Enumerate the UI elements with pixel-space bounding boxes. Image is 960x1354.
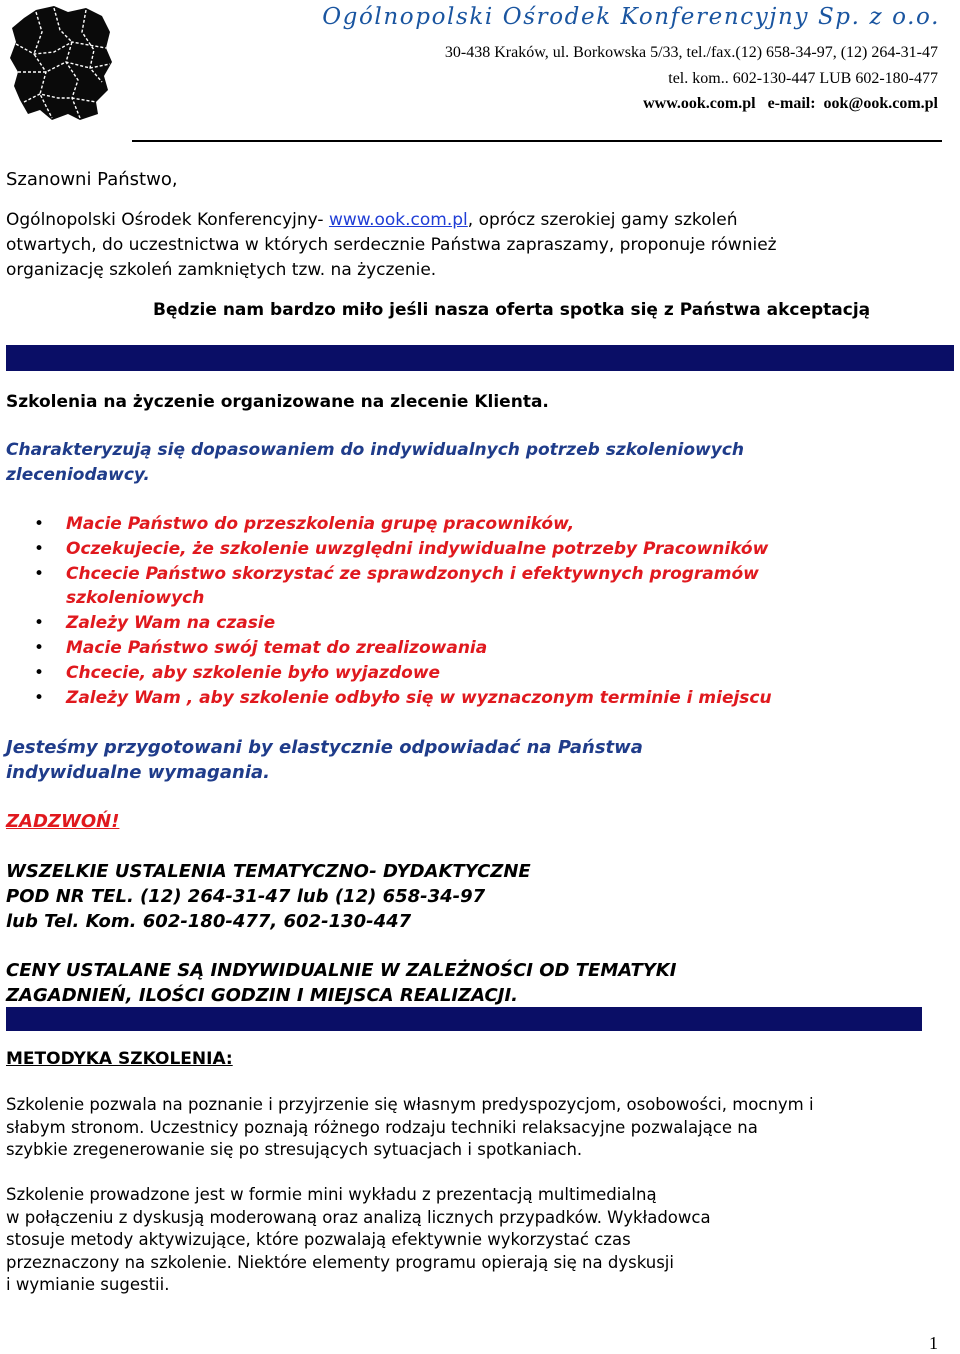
prices-line-1: CENY USTALANE SĄ INDYWIDUALNIE W ZALEŻNOŚCI OD TEMATYKI xyxy=(6,960,677,981)
prices-line-2: ZAGADNIEŃ, ILOŚCI GODZIN I MIEJSCA REALIZACJI. xyxy=(6,985,518,1006)
list-item: • Oczekujecie, że szkolenie uwzględni indywidualne potrzeby Pracowników xyxy=(0,537,772,562)
intro-text-a: Ogólnopolski Ośrodek Konferencyjny- xyxy=(6,210,329,230)
website-link[interactable]: www.ook.com.pl xyxy=(328,210,468,230)
company-name: Ogólnopolski Ośrodek Konferencyjny Sp. z o.o. xyxy=(322,4,940,30)
company-web-email: www.ook.com.pl e-mail: ook@ook.com.pl xyxy=(643,95,938,112)
section-heading: Szkolenia na życzenie organizowane na zlecenie Klienta. xyxy=(6,392,549,412)
list-item: • Zależy Wam , aby szkolenie odbyło się w wyznaczonym terminie i miejscu xyxy=(0,686,772,711)
arrangements-line-2: POD NR TEL. (12) 264-31-47 lub (12) 658-34-97 xyxy=(6,886,486,907)
list-item: • Macie Państwo do przeszkolenia grupę pracowników, xyxy=(0,512,772,537)
bullet-icon: • xyxy=(34,514,45,534)
bullet-icon: • xyxy=(34,613,45,634)
section-bar-bottom xyxy=(6,1007,922,1031)
ready-line-1: Jesteśmy przygotowani by elastycznie odpowiadać na Państwa xyxy=(6,737,643,758)
closing-hope: Będzie nam bardzo miło jeśli nasza oferta spotka się z Państwa akceptacją xyxy=(153,300,871,320)
bullet-icon: • xyxy=(34,538,45,559)
arrangements-line-3: lub Tel. Kom. 602-180-477, 602-130-447 xyxy=(6,911,412,932)
bullet-icon: • xyxy=(34,563,45,584)
bullet-icon: • xyxy=(34,662,45,683)
intro-text-b: , oprócz szerokiej gamy szkoleń xyxy=(467,210,738,230)
bullet-icon: • xyxy=(34,687,45,708)
list-item: • Macie Państwo swój temat do zrealizowania xyxy=(0,636,772,661)
poland-map-logo xyxy=(6,2,116,124)
list-item: • Chcecie Państwo skorzystać ze sprawdzonych i efektywnych programów xyxy=(0,562,772,587)
characteristic-line-1: Charakteryzują się dopasowaniem do indywidualnych potrzeb szkoleniowych xyxy=(6,440,745,460)
intro-line-2: otwartych, do uczestnictwa w których serdecznie Państwa zapraszamy, proponuje również xyxy=(6,235,777,255)
list-item-continuation: szkoleniowych xyxy=(66,588,205,609)
arrangements-line-1: WSZELKIE USTALENIA TEMATYCZNO- DYDAKTYCZNE xyxy=(6,861,531,882)
call-to-action: ZADZWOŃ! xyxy=(6,811,120,832)
methodology-paragraph-2: Szkolenie prowadzone jest w formie mini wykładu z prezentacją multimedialną w połączeniu z dyskusją moderowaną oraz analizą licznych przypadków. Wykładowca stosuje metody aktywizujące, które pozwalają efektywnie wykorzystać czas przeznaczony na szkolenie. Niektóre elementy programu opierają się na dyskusji i wymianie sugestii. xyxy=(6,1185,711,1294)
ready-line-2: indywidualne wymagania. xyxy=(6,762,270,783)
company-address: 30-438 Kraków, ul. Borkowska 5/33, tel./fax.(12) 658-34-97, (12) 264-31-47 xyxy=(444,44,938,61)
page-number: 1 xyxy=(929,1333,938,1353)
section-bar-top xyxy=(6,345,954,371)
bullet-icon: • xyxy=(34,637,45,658)
methodology-heading: METODYKA SZKOLENIA: xyxy=(6,1049,233,1069)
greeting: Szanowni Państwo, xyxy=(6,169,178,190)
intro-line-3: organizację szkoleń zamkniętych tzw. na życzenie. xyxy=(6,260,437,280)
intro-line-1 xyxy=(6,208,738,232)
list-item: • Chcecie, aby szkolenie było wyjazdowe xyxy=(0,661,772,686)
methodology-paragraph-1: Szkolenie pozwala na poznanie i przyjrzenie się własnym predyspozycjom, osobowości, mocnym i słabym stronom. Uczestnicy poznają różnego rodzaju techniki relaksacyjne pozwalające na szybkie zregenerowanie się po stresujących sytuacjach i spotkaniach. xyxy=(6,1095,814,1159)
needs-list xyxy=(0,512,772,710)
header-divider xyxy=(132,140,942,142)
company-phones: tel. kom.. 602-130-447 LUB 602-180-477 xyxy=(668,70,938,87)
characteristic-line-2: zleceniodawcy. xyxy=(6,465,150,485)
list-item: • Zależy Wam na czasie xyxy=(0,611,772,636)
